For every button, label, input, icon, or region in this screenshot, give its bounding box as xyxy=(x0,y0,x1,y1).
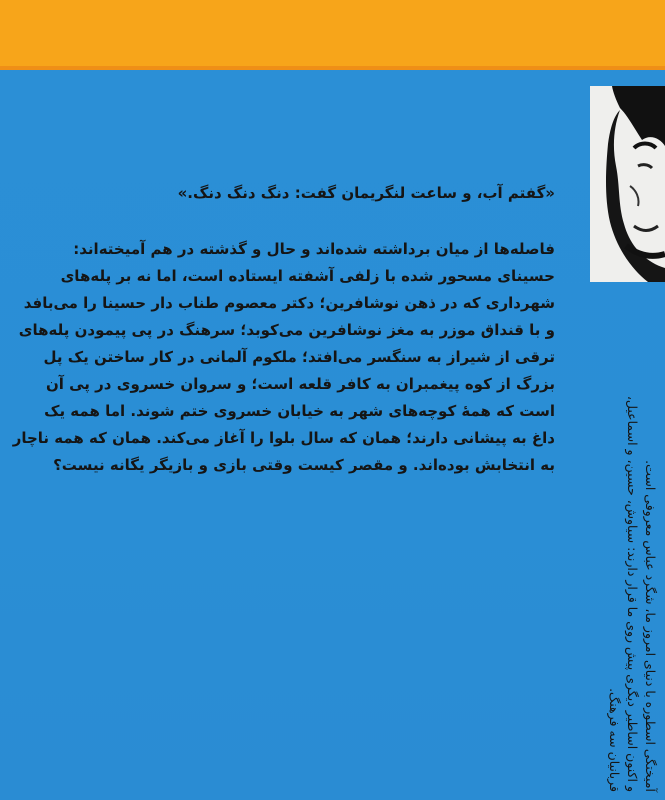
band-divider xyxy=(0,66,665,70)
orange-top-band xyxy=(0,0,665,68)
side-blurb xyxy=(580,292,660,792)
text-line: ترقی از شیراز به سنگسر می‌افتد؛ ملکوم آلمانی در کار ساختن یک پل xyxy=(43,348,555,366)
synopsis-text xyxy=(12,236,555,479)
text-line: به انتخابش بوده‌اند. و مقصر کیست وقتی بازی و بازیگر یگانه نیست؟ xyxy=(53,456,555,474)
text-line: شهرداری که در ذهن نوشافرین؛ دکتر معصوم طناب دار حسینا را می‌بافد xyxy=(23,294,555,312)
text-line: داغ به پیشانی دارند؛ همان که سال بلوا را آغاز می‌کند. همان که همه ناچار xyxy=(12,429,555,447)
side-blurb-line: و اکنون اساطیر دیگری پیش روی ما قرار دارند: سیاوش، حسین، و اسماعیل، xyxy=(625,395,640,792)
text-line: بزرگ از کوه پیغمبران به کافر قلعه است؛ و سروان خسروی در پی آن xyxy=(45,375,555,393)
opening-quote: «گفتم آب، و ساعت لنگریمان گفت: دنگ دنگ دنگ.» xyxy=(177,184,555,202)
text-line: فاصله‌ها از میان برداشته شده‌اند و حال و گذشته در هم آمیخته‌اند: xyxy=(73,240,555,258)
author-photo xyxy=(590,86,665,282)
side-blurb-line: قربانیان سه فرهنگ. xyxy=(607,688,622,792)
text-line: حسینای مسحور شده با زلفی آشفته ایستاده است، اما نه بر پله‌های xyxy=(60,267,555,285)
side-blurb-line: آمیختگی اسطوره با دنیای امروز ما، شگرد عباس معروفی است. xyxy=(643,460,658,792)
text-line: و با قنداق موزر به مغز نوشافرین می‌کوبد؛ سرهنگ در پی پیمودن پله‌های xyxy=(18,321,555,339)
text-line: است که همهٔ کوچه‌های شهر به خیابان خسروی ختم شوند. اما همه یک xyxy=(44,402,555,420)
